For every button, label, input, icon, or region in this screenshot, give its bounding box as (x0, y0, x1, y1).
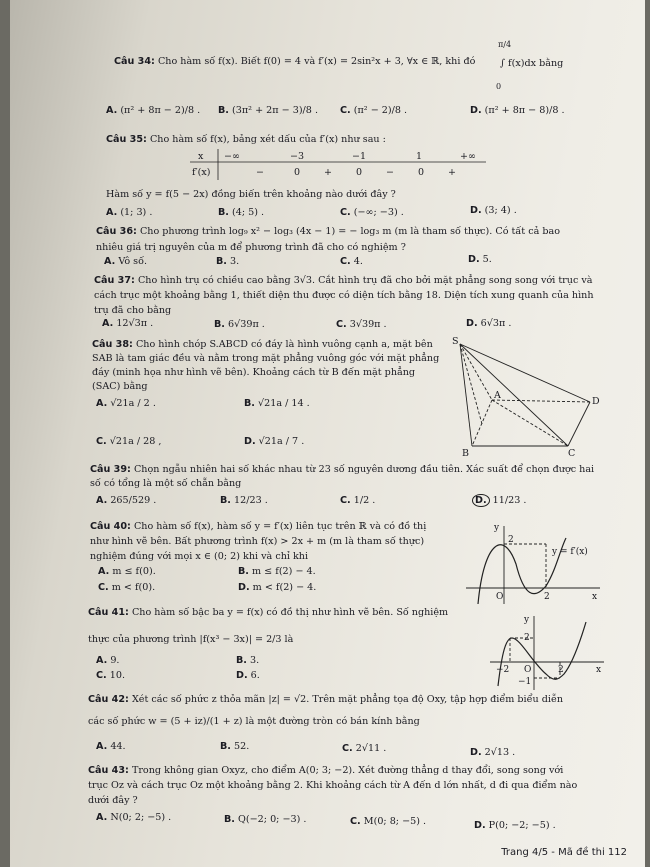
q37-option-b[interactable]: B. 6√39π . (214, 319, 265, 330)
q42-stem-2: các số phức w = (5 + iz)/(1 + z) là một đường tròn có bán kính bằng (88, 716, 420, 727)
q40-option-c[interactable]: C. m < f(0). (98, 582, 156, 593)
q38-pyramid-figure (450, 336, 600, 458)
q34-label: Câu 34: (114, 56, 155, 67)
q43-option-c[interactable]: C. M(0; 8; −5) . (350, 816, 427, 827)
q35-f-2: 0 (294, 167, 301, 178)
q36-option-c[interactable]: C. 4. (340, 256, 363, 267)
q41-axis-x: x (596, 665, 602, 675)
q38-stem: Câu 38: Cho hình chóp S.ABCD có đáy là hình vuông cạnh a, mặt bên (92, 339, 433, 350)
q36-option-b[interactable]: B. 3. (216, 256, 240, 267)
q43-stem-2: trục Oz và cách trục Oz một khoảng bằng 2. Khi khoảng cách từ A đến d lớn nhất, d đi qua điểm nào (88, 780, 578, 791)
q41-tick-ym1: −1 (518, 677, 532, 687)
q34-option-c[interactable]: C. (π² − 2)/8 . (340, 105, 408, 116)
q35-f-6: 0 (418, 167, 425, 178)
q35-f-4: 0 (356, 167, 363, 178)
q38-option-d[interactable]: D. √21a / 7 . (244, 436, 305, 447)
q35-x-head: x (198, 151, 204, 162)
q37-option-a[interactable]: A. 12√3π . (102, 318, 154, 329)
q35-sign-table (190, 148, 490, 182)
q41-tick-y2: 2 (524, 633, 530, 643)
q38-label-s: S (452, 336, 459, 347)
q38-label-c: C (568, 448, 576, 458)
q39-stem: Câu 39: Chọn ngẫu nhiên hai số khác nhau từ 23 số nguyên dương đầu tiên. Xác suất để chọn được hai (90, 464, 595, 475)
q39-option-b[interactable]: B. 12/23 . (220, 495, 268, 506)
q41-tick-x2: 2 (558, 665, 564, 675)
q35-option-c[interactable]: C. (−∞; −3) . (340, 207, 404, 218)
q38-option-c[interactable]: C. √21a / 28 , (96, 436, 162, 447)
q41-option-c[interactable]: C. 10. (96, 670, 126, 681)
q42-option-b[interactable]: B. 52. (220, 741, 250, 752)
q35-f-3: + (324, 167, 332, 178)
q35-option-b[interactable]: B. (4; 5) . (218, 207, 265, 218)
q39-stem-2: số có tổng là một số chẵn bằng (90, 478, 242, 489)
q40-axis-x: x (592, 592, 598, 602)
q35-f-head: f′(x) (192, 167, 211, 178)
q39-option-a[interactable]: A. 265/529 . (96, 495, 157, 506)
q34-stem (114, 56, 475, 68)
q43-stem: Câu 43: Trong không gian Oxyz, cho điểm A(0; 3; −2). Xét đường thẳng d thay đổi, song song với (88, 765, 564, 776)
q41-origin: O (524, 665, 532, 675)
q36-stem: Câu 36: Cho phương trình log₉ x² − log₃ (4x − 1) = − log₃ m (m là tham số thực). Có tất cả bao (96, 226, 560, 237)
q35-tail: Hàm số y = f(5 − 2x) đồng biến trên khoảng nào dưới đây ? (106, 189, 396, 200)
q38-option-b[interactable]: B. √21a / 14 . (244, 398, 310, 409)
q41-option-a[interactable]: A. 9. (96, 655, 120, 666)
q34-upper-bound: π/4 (498, 40, 512, 49)
q38-stem-4: (SAC) bằng (92, 381, 148, 392)
q34-option-a[interactable]: A. (π² + 8π − 2)/8 . (106, 105, 201, 116)
q40-tick-x2: 2 (544, 592, 550, 602)
q43-option-b[interactable]: B. Q(−2; 0; −3) . (224, 814, 307, 825)
q35-f-5: − (386, 167, 394, 178)
q40-option-d[interactable]: D. m < f(2) − 4. (238, 582, 317, 593)
q42-option-c[interactable]: C. 2√11 . (342, 743, 387, 754)
q39-option-d[interactable]: D. 11/23 . (472, 495, 526, 507)
q36-stem-2: nhiêu giá trị nguyên của m để phương trình đã cho có nghiệm ? (96, 242, 406, 253)
q41-option-d[interactable]: D. 6. (236, 670, 260, 681)
q42-option-d[interactable]: D. 2√13 . (470, 747, 516, 758)
q42-option-a[interactable]: A. 44. (96, 741, 126, 752)
q37-stem-2: cách trục một khoảng bằng 1, thiết diện thu được có diện tích bằng 18. Diện tích xung quanh của hình (94, 290, 594, 301)
q43-option-a[interactable]: A. N(0; 2; −5) . (96, 812, 172, 823)
q38-option-a[interactable]: A. √21a / 2 . (96, 398, 156, 409)
q40-origin: O (496, 592, 504, 602)
q42-stem: Câu 42: Xét các số phức z thỏa mãn |z| = √2. Trên mặt phẳng tọa độ Oxy, tập hợp điểm biểu diễn (88, 694, 564, 705)
q40-option-a[interactable]: A. m ≤ f(0). (98, 566, 156, 577)
q34-text: Cho hàm số f(x). Biết f(0) = 4 và f′(x) = 2sin²x + 3, ∀x ∈ ℝ, khi đó (157, 56, 476, 67)
q40-option-b[interactable]: B. m ≤ f(2) − 4. (238, 566, 316, 577)
q38-label-d: D (592, 396, 600, 407)
q35-x-2: −3 (290, 151, 305, 162)
q40-axis-y: y (494, 523, 500, 533)
q37-option-d[interactable]: D. 6√3π . (466, 318, 512, 329)
q35-f-7: + (448, 167, 456, 178)
q40-stem: Câu 40: Cho hàm số f(x), hàm số y = f′(x) liên tục trên ℝ và có đồ thị (90, 521, 427, 532)
q38-stem-3: đáy (minh họa như hình vẽ bên). Khoảng cách từ B đến mặt phẳng (92, 367, 416, 378)
q34-lower-bound: 0 (496, 82, 502, 91)
q36-option-a[interactable]: A. Vô số. (104, 256, 148, 267)
page-footer: Trang 4/5 - Mã đề thi 112 (501, 846, 627, 858)
q41-axis-y: y (524, 615, 530, 625)
q35-x-3: −1 (352, 151, 367, 162)
q37-option-c[interactable]: C. 3√39π . (336, 319, 387, 330)
q39-option-c[interactable]: C. 1/2 . (340, 495, 376, 506)
q35-x-1: −∞ (224, 151, 240, 162)
q35-f-1: − (256, 167, 264, 178)
q40-curve-label: y = f′(x) (552, 547, 588, 557)
q41-stem-2: thực của phương trình |f(x³ − 3x)| = 2/3 là (88, 634, 294, 645)
q41-tick-xm2: −2 (496, 665, 510, 675)
q40-tick-y2: 2 (508, 535, 514, 545)
q43-stem-3: dưới đây ? (88, 795, 138, 806)
q35-option-a[interactable]: A. (1; 3) . (106, 207, 153, 218)
q38-label-b: B (462, 448, 469, 458)
exam-page (10, 0, 645, 867)
q41-option-b[interactable]: B. 3. (236, 655, 260, 666)
q37-stem: Câu 37: Cho hình trụ có chiều cao bằng 3√3. Cắt hình trụ đã cho bởi mặt phẳng song song với trục và (94, 275, 593, 286)
q36-option-d[interactable]: D. 5. (468, 254, 492, 265)
q37-stem-3: trụ đã cho bằng (94, 305, 172, 316)
q41-stem: Câu 41: Cho hàm số bậc ba y = f(x) có đồ thị như hình vẽ bên. Số nghiệm (88, 607, 449, 618)
q40-stem-2: như hình vẽ bên. Bất phương trình f(x) > 2x + m (m là tham số thực) (90, 536, 425, 547)
q34-integral: ∫ f(x)dx bằng (500, 58, 564, 69)
q34-option-b[interactable]: B. (3π² + 2π − 3)/8 . (218, 105, 318, 116)
q38-stem-2: SAB là tam giác đều và nằm trong mặt phẳng vuông góc với mặt phẳng (92, 353, 440, 364)
q40-derivative-graph (464, 520, 604, 606)
q40-stem-3: nghiệm đúng với mọi x ∈ (0; 2) khi và chỉ khi (90, 551, 309, 562)
q41-cubic-graph (488, 612, 608, 692)
q38-label-a: A (494, 390, 501, 401)
q34-option-d[interactable]: D. (π² + 8π − 8)/8 . (470, 105, 565, 116)
q35-x-4: 1 (416, 151, 423, 162)
q43-option-d[interactable]: D. P(0; −2; −5) . (474, 820, 556, 831)
q35-option-d[interactable]: D. (3; 4) . (470, 205, 517, 216)
q35-x-5: +∞ (460, 151, 476, 162)
q35-stem: Câu 35: Cho hàm số f(x), bảng xét dấu của f′(x) như sau : (106, 134, 386, 145)
